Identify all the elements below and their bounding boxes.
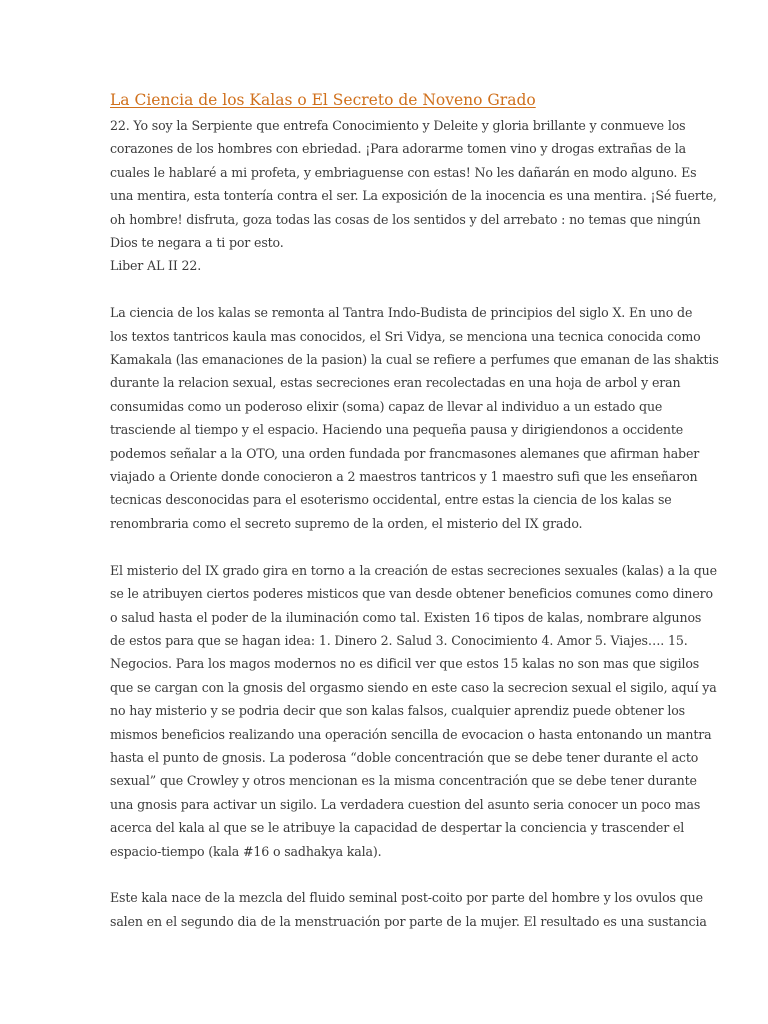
document-body (110, 114, 719, 933)
text-line: Negocios. Para los magos modernos no es dificil ver que estos 15 kalas no son mas que sigilos (110, 656, 700, 672)
text-line: los textos tantricos kaula mas conocidos, el Sri Vidya, se menciona una tecnica conocida como (110, 328, 701, 344)
text-line: La ciencia de los kalas se remonta al Tantra Indo-Budista de principios del siglo X. En uno de (110, 305, 693, 321)
text-line: Dios te negara a ti por esto. (110, 235, 284, 251)
text-line: espacio-tiempo (kala #16 o sadhakya kala). (110, 843, 382, 859)
text-line: sexual” que Crowley y otros mencionan es la misma concentración que se debe tener durante (110, 773, 697, 789)
paragraph (110, 559, 717, 863)
document-page (110, 88, 719, 933)
text-line: trasciende al tiempo y el espacio. Haciendo una pequeña pausa y dirigiendonos a occidente (110, 422, 684, 438)
text-line: una gnosis para activar un sigilo. La verdadera cuestion del asunto seria conocer un poco mas (110, 796, 701, 812)
text-line: tecnicas desconocidas para el esoterismo occidental, entre estas la ciencia de los kalas se (110, 492, 672, 508)
text-line: El misterio del IX grado gira en torno a la creación de estas secreciones sexuales (kalas) a la que (110, 562, 717, 578)
text-line: se le atribuyen ciertos poderes misticos que van desde obtener beneficios comunes como dinero (110, 586, 713, 602)
text-line: podemos señalar a la OTO, una orden fundada por francmasones alemanes que afirman haber (110, 445, 700, 461)
text-line: no hay misterio y se podria decir que son kalas falsos, cualquier aprendiz puede obtener los (110, 703, 685, 719)
paragraph (110, 886, 707, 933)
text-line: Este kala nace de la mezcla del fluido seminal post-coito por parte del hombre y los ovulos que (110, 890, 703, 906)
text-line: consumidas como un poderoso elixir (soma) capaz de llevar al individuo a un estado que (110, 398, 663, 414)
text-line: oh hombre! disfruta, goza todas las cosas de los sentidos y del arrebato : no temas que ningún (110, 211, 701, 227)
text-line: 22. Yo soy la Serpiente que entrefa Conocimiento y Deleite y gloria brillante y conmueve los (110, 118, 686, 133)
text-line: mismos beneficios realizando una operación sencilla de evocacion o hasta entonando un mantra (110, 726, 712, 742)
paragraph (110, 301, 719, 535)
text-line: Kamakala (las emanaciones de la pasion) la cual se refiere a perfumes que emanan de las shaktis (110, 352, 719, 368)
text-line: una mentira, esta tontería contra el ser. La exposición de la inocencia es una mentira. ¡Sé fuerte, (110, 188, 717, 204)
text-line: de estos para que se hagan idea: 1. Dinero 2. Salud 3. Conocimiento 4. Amor 5. Viajes…. 15. (110, 632, 688, 648)
text-line: cuales le hablaré a mi profeta, y embriaguense con estas! No les dañarán en modo alguno. Es (110, 164, 697, 180)
text-line: hasta el punto de gnosis. La poderosa “doble concentración que se debe tener durante el acto (110, 749, 699, 765)
text-line: viajado a Oriente donde conocieron a 2 maestros tantricos y 1 maestro sufi que les enseñaron (110, 469, 698, 485)
text-line: acerca del kala al que se le atribuye la capacidad de despertar la conciencia y trascender el (110, 820, 685, 836)
text-line: renombraria como el secreto supremo de la orden, el misterio del IX grado. (110, 515, 583, 531)
text-line: corazones de los hombres con ebriedad. ¡Para adorarme tomen vino y drogas extrañas de la (110, 141, 687, 157)
text-line: durante la relacion sexual, estas secreciones eran recolectadas en una hoja de arbol y eran (110, 375, 681, 391)
text-line: que se cargan con la gnosis del orgasmo siendo en este caso la secrecion sexual el sigilo, aquí ya (110, 679, 717, 695)
text-line: o salud hasta el poder de la iluminación como tal. Existen 16 tipos de kalas, nombrare algunos (110, 609, 702, 625)
paragraph (110, 114, 717, 278)
text-line: salen en el segundo dia de la menstruación por parte de la mujer. El resultado es una sustancia (110, 913, 707, 929)
text-line: Liber AL II 22. (110, 258, 202, 274)
document-title[interactable]: La Ciencia de los Kalas o El Secreto de Noveno Grado (110, 91, 536, 109)
